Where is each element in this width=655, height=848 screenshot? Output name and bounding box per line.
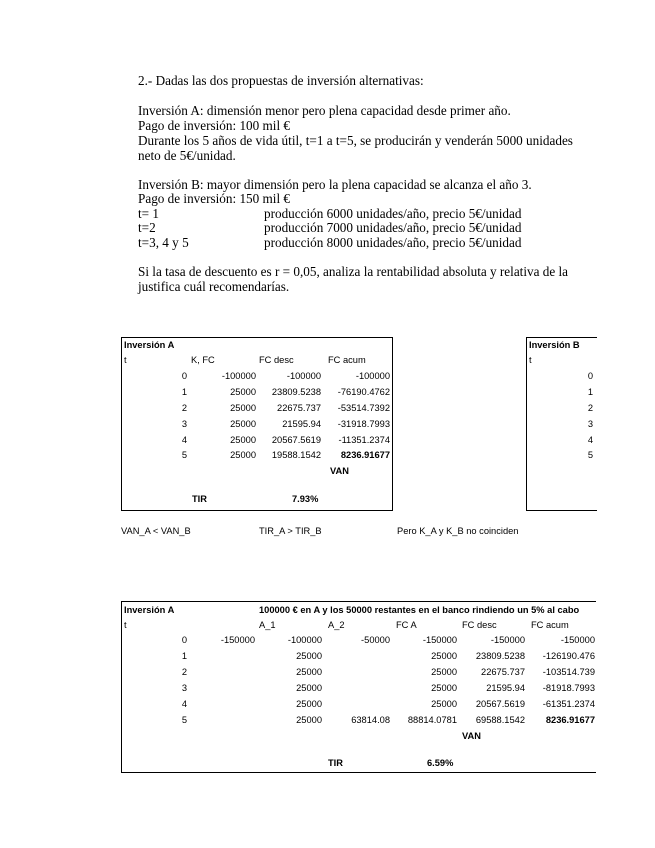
table-cell: 1: [587, 387, 593, 397]
table-cell: 20567.5619: [475, 699, 525, 709]
table-cell: -53514.7392: [337, 403, 390, 413]
question-line-cont: justifica cuál recomendarías.: [138, 279, 290, 294]
investment-b-period: t= 1: [138, 206, 159, 221]
table-cell: 1: [181, 387, 187, 397]
table-cell: -61351.2374: [542, 699, 595, 709]
investment-b-production: producción 7000 unidades/año, precio 5€/unidad: [264, 220, 522, 235]
table-cell: -150000: [490, 635, 525, 645]
investment-a-description-cont: neto de 5€/unidad.: [138, 148, 236, 163]
table-cell: 22675.737: [277, 403, 321, 413]
investment-b-period: t=3, 4 y 5: [138, 235, 189, 250]
comparison-tir: TIR_A > TIR_B: [259, 526, 322, 536]
table-cell: -76190.4762: [337, 387, 390, 397]
table-cell: -100000: [286, 371, 321, 381]
table-cell: 25000: [296, 667, 322, 677]
table-cell: 25000: [431, 699, 457, 709]
table-c-header-a1: A_1: [259, 620, 276, 630]
table-cell: 5: [181, 450, 187, 460]
table-cell: 25000: [296, 651, 322, 661]
table-c-header-t: t: [124, 620, 127, 630]
table-cell: 2: [181, 667, 187, 677]
table-b-title: Inversión B: [529, 340, 580, 350]
van-label: VAN: [330, 466, 349, 476]
investment-b-production: producción 6000 unidades/año, precio 5€/unidad: [264, 206, 522, 221]
table-cell: -150000: [560, 635, 595, 645]
tir-value: 6.59%: [427, 758, 454, 768]
table-cell: 25000: [230, 450, 256, 460]
table-investment-b: [526, 337, 597, 511]
table-cell: 25000: [431, 651, 457, 661]
van-value: 8236.91677: [340, 450, 390, 460]
table-a-header-fc-desc: FC desc: [259, 355, 294, 365]
table-c-title: Inversión A: [124, 605, 175, 615]
table-cell: 25000: [230, 435, 256, 445]
investment-a-payment: Pago de inversión: 100 mil €: [138, 118, 291, 133]
table-a-header-fc-acum: FC acum: [328, 355, 366, 365]
table-cell: 63814.08: [351, 715, 390, 725]
table-cell: -81918.7993: [542, 683, 595, 693]
table-cell: -126190.476: [542, 651, 595, 661]
table-cell: 4: [181, 699, 187, 709]
table-cell: -100000: [287, 635, 322, 645]
tir-label: TIR: [328, 758, 343, 768]
table-cell: 25000: [296, 683, 322, 693]
table-cell: 5: [587, 450, 593, 460]
table-b-header-t: t: [529, 355, 532, 365]
table-cell: 25000: [431, 667, 457, 677]
table-a-title: Inversión A: [124, 340, 175, 350]
table-cell: -100000: [221, 371, 256, 381]
investment-a-title: Inversión A: dimensión menor pero plena capacidad desde primer año.: [138, 103, 511, 118]
table-cell: -150000: [220, 635, 255, 645]
table-cell: -31918.7993: [337, 419, 390, 429]
table-c-header-fc-desc: FC desc: [462, 620, 497, 630]
table-cell: 21595.94: [486, 683, 525, 693]
table-cell: 88814.0781: [407, 715, 457, 725]
tir-label: TIR: [192, 494, 207, 504]
table-c-header-a2: A_2: [328, 620, 345, 630]
table-cell: 19588.1542: [271, 450, 321, 460]
table-cell: 25000: [431, 683, 457, 693]
table-cell: 2: [181, 403, 187, 413]
table-cell: -103514.739: [542, 667, 595, 677]
table-cell: 5: [181, 715, 187, 725]
comparison-van: VAN_A < VAN_B: [121, 526, 191, 536]
table-c-note: 100000 € en A y los 50000 restantes en el banco rindiendo un 5% al cabo: [259, 605, 580, 615]
comparison-note: Pero K_A y K_B no coinciden: [397, 526, 519, 536]
table-cell: 25000: [230, 419, 256, 429]
table-cell: -150000: [422, 635, 457, 645]
table-cell: 22675.737: [481, 667, 525, 677]
investment-b-title: Inversión B: mayor dimensión pero la plena capacidad se alcanza el año 3.: [138, 177, 532, 192]
table-cell: 20567.5619: [271, 435, 321, 445]
tir-value: 7.93%: [292, 494, 319, 504]
table-cell: 4: [181, 435, 187, 445]
table-cell: 21595.94: [282, 419, 321, 429]
table-a-header-k-fc: K, FC: [191, 355, 215, 365]
table-cell: 69588.1542: [475, 715, 525, 725]
table-a-header-t: t: [124, 355, 127, 365]
table-cell: 25000: [296, 699, 322, 709]
problem-heading: 2.- Dadas las dos propuestas de inversión alternativas:: [138, 73, 424, 88]
table-cell: 23809.5238: [475, 651, 525, 661]
investment-a-description: Durante los 5 años de vida útil, t=1 a t=5, se producirán y venderán 5000 unidades: [138, 133, 573, 148]
table-cell: 23809.5238: [271, 387, 321, 397]
question-line: Si la tasa de descuento es r = 0,05, analiza la rentabilidad absoluta y relativa de la: [138, 264, 569, 279]
investment-b-production: producción 8000 unidades/año, precio 5€/unidad: [264, 235, 522, 250]
table-c-header-fc-acum: FC acum: [531, 620, 569, 630]
table-cell: -11351.2374: [338, 435, 390, 445]
table-cell: 25000: [230, 387, 256, 397]
van-value: 8236.91677: [545, 715, 595, 725]
table-cell: 0: [181, 635, 187, 645]
table-cell: 2: [587, 403, 593, 413]
table-cell: 4: [587, 435, 593, 445]
table-cell: 1: [181, 651, 187, 661]
table-cell: 3: [181, 683, 187, 693]
van-label: VAN: [462, 731, 481, 741]
investment-b-period: t=2: [138, 220, 156, 235]
table-cell: -100000: [355, 371, 390, 381]
table-investment-a-combined: [121, 601, 597, 773]
investment-b-payment: Pago de inversión: 150 mil €: [138, 191, 291, 206]
table-c-header-fca: FC A: [396, 620, 417, 630]
table-cell: 3: [587, 419, 593, 429]
table-cell: -50000: [361, 635, 390, 645]
table-cell: 25000: [230, 403, 256, 413]
table-cell: 3: [181, 419, 187, 429]
table-cell: 25000: [296, 715, 322, 725]
table-cell: 0: [181, 371, 187, 381]
table-cell: 0: [587, 371, 593, 381]
